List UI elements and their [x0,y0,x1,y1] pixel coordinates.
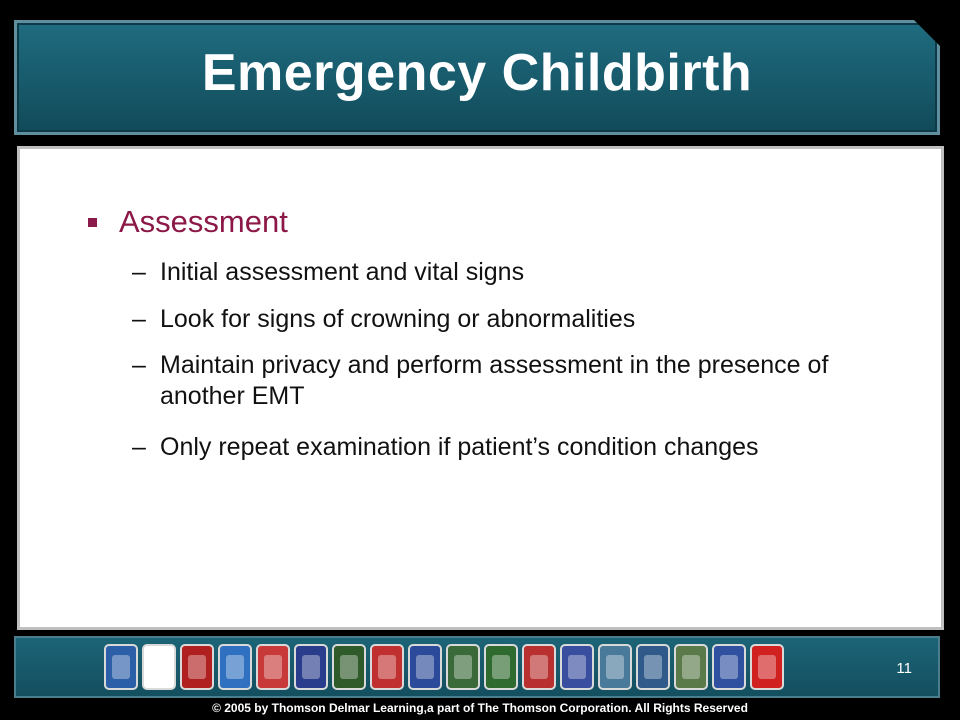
badge-emblem-icon [758,655,776,679]
sub-item [132,257,892,288]
badge-emblem-icon [682,655,700,679]
sub-item [132,350,892,412]
badge-emblem-icon [492,655,510,679]
ems-badge-icon [750,644,784,690]
badge-emblem-icon [188,655,206,679]
sub-item-text: Maintain privacy and perform assessment in the presence of another EMT [160,351,829,410]
sub-item-text: Initial assessment and vital signs [160,258,525,286]
dash-icon: – [132,351,146,379]
title-bar [14,20,940,135]
ems-badge-icon [636,644,670,690]
dash-icon: – [132,305,146,333]
content-panel [17,146,944,630]
sub-item-text: Only repeat examination if patient’s condition changes [160,433,759,461]
bullet-label: Assessment [119,204,288,239]
ems-badge-icon [598,644,632,690]
badge-emblem-icon [454,655,472,679]
badge-emblem-icon [150,655,168,679]
badge-emblem-icon [644,655,662,679]
badge-emblem-icon [226,655,244,679]
ems-badge-icon [674,644,708,690]
page-number: 11 [896,660,912,677]
bullet-square-icon [88,218,97,227]
ems-badge-icon [484,644,518,690]
badge-emblem-icon [416,655,434,679]
ems-badge-icon [180,644,214,690]
ems-badge-icon [142,644,176,690]
badge-emblem-icon [112,655,130,679]
badge-emblem-icon [264,655,282,679]
ems-badge-icon [370,644,404,690]
copyright-notice: © 2005 by Thomson Delmar Learning,a part of The Thomson Corporation. All Rights Reserved [212,701,748,715]
badge-emblem-icon [530,655,548,679]
ems-badge-icon [408,644,442,690]
ems-badge-icon [294,644,328,690]
slide-title: Emergency Childbirth [201,44,753,102]
ems-badge-icon [560,644,594,690]
ems-badge-icon [446,644,480,690]
ems-badge-icon [256,644,290,690]
badge-emblem-icon [568,655,586,679]
sub-item [132,304,892,335]
ems-badge-icon [104,644,138,690]
ems-badge-icon [332,644,366,690]
ems-badge-icon [522,644,556,690]
badge-emblem-icon [720,655,738,679]
sub-item-text: Look for signs of crowning or abnormalities [160,305,636,333]
ems-badge-icon [218,644,252,690]
ems-patch-strip [104,644,784,690]
badge-emblem-icon [302,655,320,679]
dash-icon: – [132,258,146,286]
ems-badge-icon [712,644,746,690]
dash-icon: – [132,433,146,461]
badge-emblem-icon [606,655,624,679]
footer-bar [14,636,940,698]
badge-emblem-icon [378,655,396,679]
badge-emblem-icon [340,655,358,679]
bullet-assessment [88,204,288,240]
sub-item [132,432,892,463]
